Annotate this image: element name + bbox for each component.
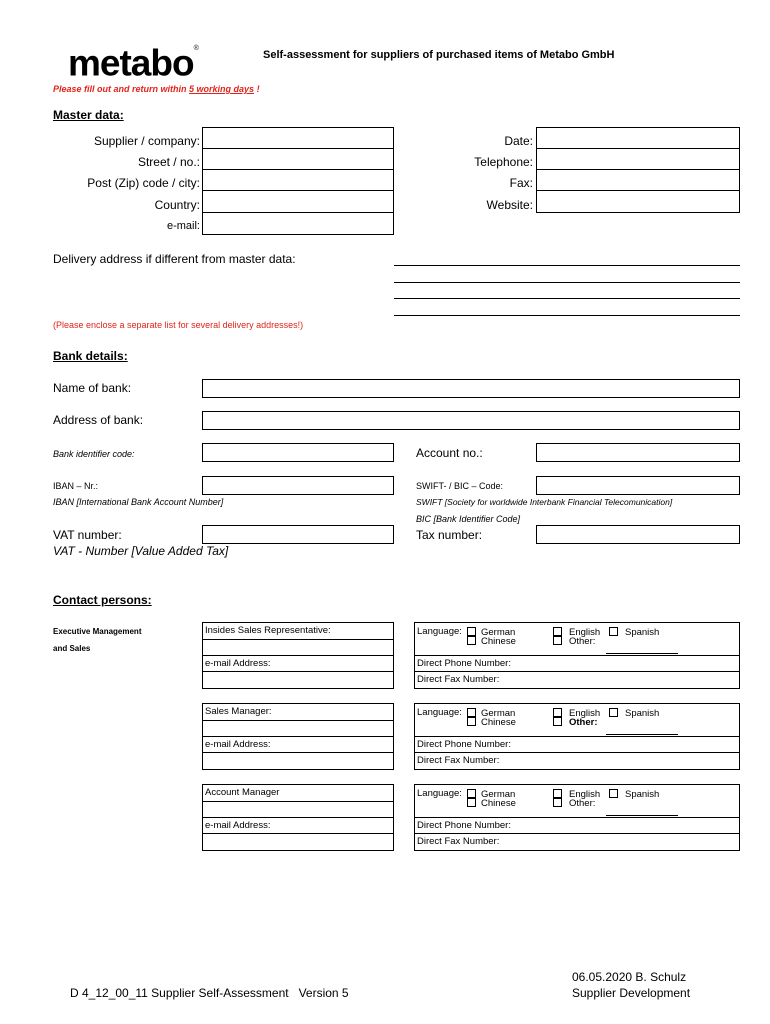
german-label: German: [481, 708, 516, 719]
iban-label: IBAN – Nr.:: [53, 481, 99, 491]
role-label: Insides Sales Representative:: [205, 625, 331, 636]
german-checkbox[interactable]: [467, 627, 476, 636]
date-field[interactable]: [536, 127, 740, 149]
other-language-line[interactable]: [606, 815, 678, 816]
english-label: English: [569, 627, 601, 638]
telephone-label: Telephone:: [474, 155, 533, 169]
delivery-note: (Please enclose a separate list for several delivery addresses!): [53, 320, 304, 330]
direct-phone-label: Direct Phone Number:: [417, 658, 511, 669]
bank-name-field[interactable]: [202, 379, 740, 398]
and-sales-label: and Sales: [53, 644, 91, 653]
language-label: Language:: [417, 626, 462, 637]
email-address-label: e-mail Address:: [205, 820, 271, 831]
contact-persons-heading: Contact persons:: [53, 593, 152, 607]
swift-field[interactable]: [536, 476, 740, 495]
chinese-label: Chinese: [481, 636, 516, 647]
delivery-line-1[interactable]: [394, 265, 740, 266]
chinese-checkbox[interactable]: [467, 717, 476, 726]
vat-field[interactable]: [202, 525, 394, 544]
english-checkbox[interactable]: [553, 627, 562, 636]
executive-management-label: Executive Management: [53, 627, 142, 636]
bank-address-field[interactable]: [202, 411, 740, 430]
spanish-label: Spanish: [625, 789, 660, 800]
direct-fax-label: Direct Fax Number:: [417, 674, 500, 685]
post-code-field[interactable]: [202, 169, 394, 191]
account-number-label: Account no.:: [416, 446, 483, 460]
delivery-line-2[interactable]: [394, 282, 740, 283]
instruction-days: 5 working days: [189, 84, 255, 94]
direct-phone-label: Direct Phone Number:: [417, 739, 511, 750]
fax-label: Fax:: [509, 176, 533, 190]
bic-label: Bank identifier code:: [53, 449, 135, 459]
swift-description: SWIFT [Society for worldwide Interbank Financial Telecomunication]: [416, 497, 673, 507]
instruction-suffix: !: [256, 84, 260, 94]
street-field[interactable]: [202, 148, 394, 170]
other-checkbox[interactable]: [553, 798, 562, 807]
tax-number-label: Tax number:: [416, 528, 483, 542]
delivery-line-3[interactable]: [394, 298, 740, 299]
delivery-address-label: Delivery address if different from master data:: [53, 252, 296, 266]
account-number-field[interactable]: [536, 443, 740, 462]
german-label: German: [481, 627, 516, 638]
direct-fax-label: Direct Fax Number:: [417, 836, 500, 847]
date-author: 06.05.2020 B. Schulz: [572, 970, 687, 984]
english-checkbox[interactable]: [553, 708, 562, 717]
chinese-checkbox[interactable]: [467, 798, 476, 807]
other-label: Other:: [569, 636, 596, 647]
vat-description: VAT - Number [Value Added Tax]: [53, 544, 229, 558]
fax-field[interactable]: [536, 169, 740, 191]
email-field[interactable]: [202, 212, 394, 235]
email-address-label: e-mail Address:: [205, 658, 271, 669]
other-language-line[interactable]: [606, 734, 678, 735]
registered-mark: ®: [193, 45, 199, 52]
other-label: Other:: [569, 717, 598, 728]
post-code-label: Post (Zip) code / city:: [87, 176, 200, 190]
role-label: Account Manager: [205, 787, 280, 798]
page-title: Self-assessment for suppliers of purchased items of Metabo GmbH: [263, 49, 615, 61]
department: Supplier Development: [572, 986, 691, 1000]
role-label: Sales Manager:: [205, 706, 272, 717]
tax-number-field[interactable]: [536, 525, 740, 544]
language-label: Language:: [417, 707, 462, 718]
spanish-checkbox[interactable]: [609, 789, 618, 798]
country-field[interactable]: [202, 190, 394, 213]
english-label: English: [569, 789, 601, 800]
chinese-label: Chinese: [481, 717, 516, 728]
street-label: Street / no.:: [137, 155, 200, 169]
metabo-logo: [68, 42, 199, 84]
german-checkbox[interactable]: [467, 708, 476, 717]
iban-description: IBAN [International Bank Account Number]: [53, 497, 224, 507]
bic-field[interactable]: [202, 443, 394, 462]
instruction-prefix: Please fill out and return within: [53, 84, 187, 94]
website-label: Website:: [486, 198, 533, 212]
email-label: e-mail:: [166, 220, 200, 232]
direct-fax-label: Direct Fax Number:: [417, 755, 500, 766]
language-label: Language:: [417, 788, 462, 799]
iban-field[interactable]: [202, 476, 394, 495]
bank-address-label: Address of bank:: [53, 413, 144, 427]
spanish-checkbox[interactable]: [609, 708, 618, 717]
logo-text: metabo: [68, 42, 194, 84]
spanish-label: Spanish: [625, 708, 660, 719]
english-label: English: [569, 708, 601, 719]
telephone-field[interactable]: [536, 148, 740, 170]
bank-details-heading: Bank details:: [53, 349, 128, 363]
country-label: Country:: [154, 198, 200, 212]
website-field[interactable]: [536, 190, 740, 213]
supplier-company-field[interactable]: [202, 127, 394, 149]
bank-name-label: Name of bank:: [53, 381, 132, 395]
date-label: Date:: [504, 134, 533, 148]
vat-label: VAT number:: [53, 528, 122, 542]
chinese-checkbox[interactable]: [467, 636, 476, 645]
direct-phone-label: Direct Phone Number:: [417, 820, 511, 831]
other-label: Other:: [569, 798, 596, 809]
master-data-heading: Master data:: [53, 108, 124, 122]
bic-description: BIC [Bank Identifier Code]: [416, 514, 521, 524]
other-checkbox[interactable]: [553, 636, 562, 645]
supplier-company-label: Supplier / company:: [93, 134, 200, 148]
spanish-label: Spanish: [625, 627, 660, 638]
return-instruction: [53, 84, 260, 94]
german-checkbox[interactable]: [467, 789, 476, 798]
delivery-line-4[interactable]: [394, 315, 740, 316]
chinese-label: Chinese: [481, 798, 516, 809]
other-language-line[interactable]: [606, 653, 678, 654]
german-label: German: [481, 789, 516, 800]
document-id: D 4_12_00_11 Supplier Self-Assessment Version 5: [70, 986, 349, 1000]
other-checkbox[interactable]: [553, 717, 562, 726]
spanish-checkbox[interactable]: [609, 627, 618, 636]
email-address-label: e-mail Address:: [205, 739, 271, 750]
swift-label: SWIFT- / BIC – Code:: [416, 481, 504, 491]
english-checkbox[interactable]: [553, 789, 562, 798]
